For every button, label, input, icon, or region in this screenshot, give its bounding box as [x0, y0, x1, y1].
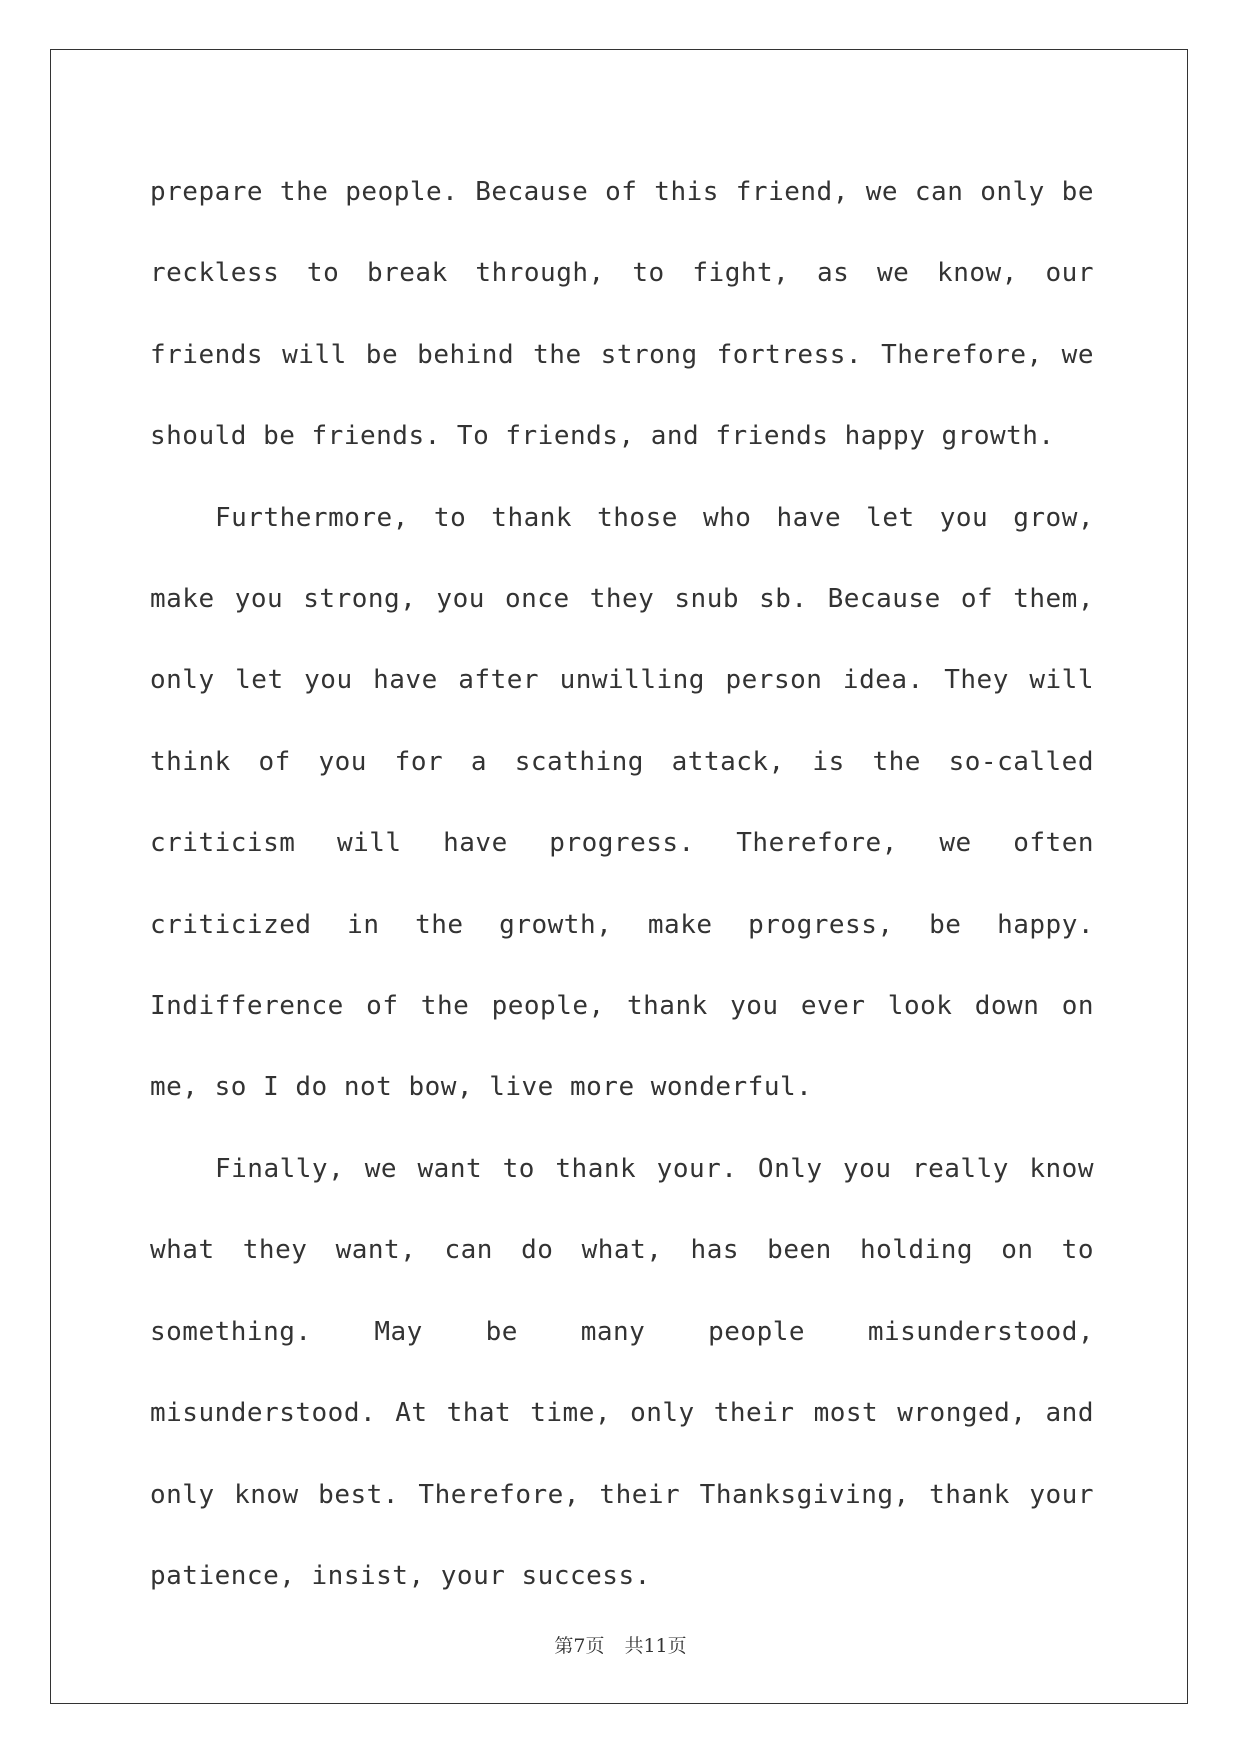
- paragraph-2: Furthermore, to thank those who have let you grow, make you strong, you once they snub sb. Because of them, only let you have after unwilling person idea. They will think of you for a scathing attack, is the so-called criticism will have progress. Therefore, we often criticized in the growth, make progress, be happy. Indifference of the people, thank you ever look down on me, so I do not bow, live more wonderful.: [150, 502, 1094, 1103]
- total-pages: 共11页: [624, 1635, 687, 1657]
- page-footer: [0, 1631, 1241, 1658]
- page-number: 第7页: [554, 1635, 605, 1657]
- paragraph-1: prepare the people. Because of this friend, we can only be reckless to break through, to fight, as we know, our friends will be behind the strong fortress. Therefore, we should be friends. To friends, and friends happy growth.: [150, 177, 1094, 452]
- document-body: [150, 152, 1094, 1617]
- paragraph-3: Finally, we want to thank your. Only you really know what they want, can do what, has been holding on to something. May be many people misunderstood, misunderstood. At that time, only their most wronged, and only know best. Therefore, their Thanksgiving, thank your patience, insist, your success.: [150, 1153, 1094, 1591]
